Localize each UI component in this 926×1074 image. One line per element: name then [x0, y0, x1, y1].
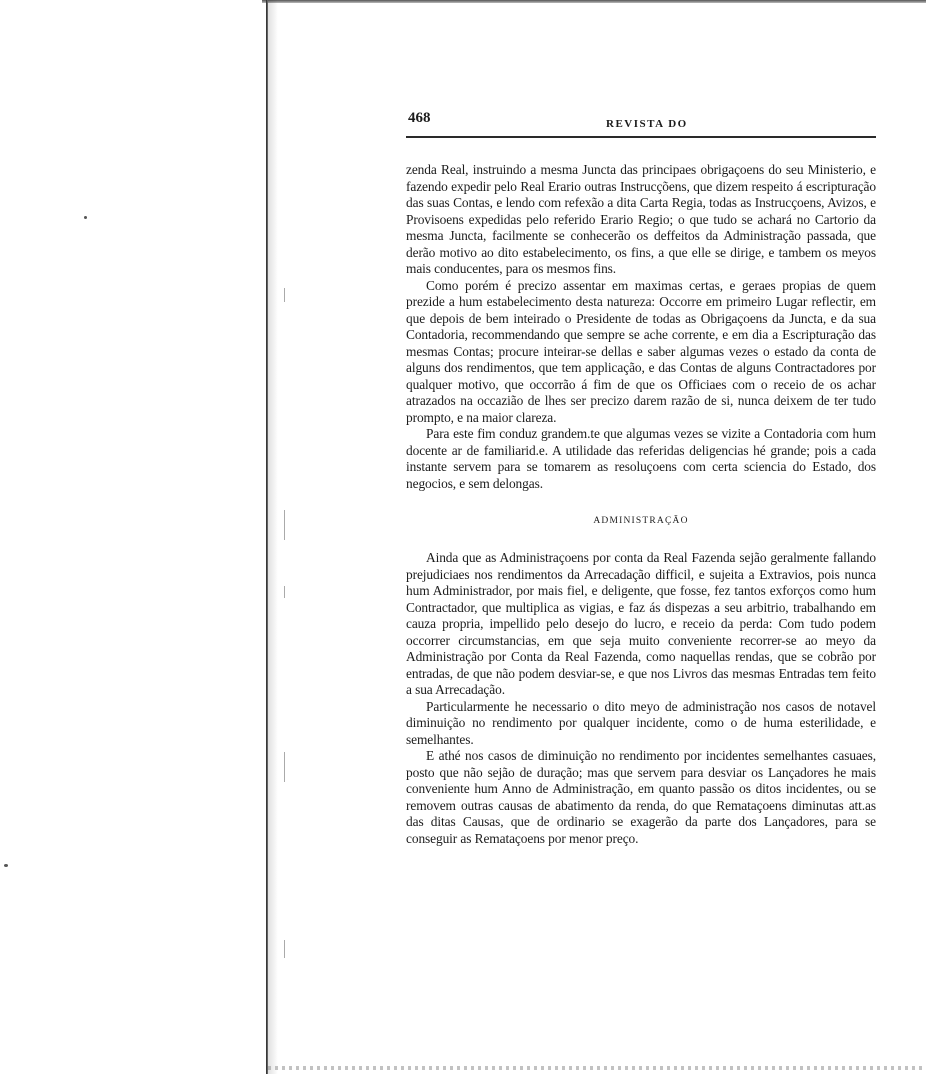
scan-mark — [284, 752, 285, 782]
scan-top-edge — [262, 0, 926, 3]
paragraph: Como porém é precizo assentar em maximas certas, e geraes propias de quem prezide a hum estabelecimento desta natureza: Occorre em primeiro Lugar reflectir, em que depois de bem inteirado o Presidente de todas as Obrigaçoens da Juncta, e da sua Contadoria, recommendando que sempre se ache corrente, e em dia a Escripturação das mesmas Contas; procure inteirar-se dellas e saber algumas vezes o estado da conta de alguns dos rendimentos, que tem applicação, e das Contas de alguns Contractadores por qualquer motivo, que occorrão á fim de que os Officiaes com o receio de os achar atrazados na occazião de lhes ser precizo darem razão de si, nunca deixem de ter tudo prompto, e na maior clareza. — [406, 277, 876, 425]
paragraph: Para este fim conduz grandem.te que algumas vezes se vizite a Contadoria com hum docente ar de familiarid.e. A utilidade das referidas deligencias hé grande; pois a cada instante servem para se tomarem as resoluçoens com certa sciencia do Estado, dos negocios, e sem delongas. — [406, 426, 876, 491]
scan-bottom-edge — [268, 1066, 926, 1070]
paragraph: Ainda que as Administraçoens por conta da Real Fazenda sejão geralmente fallando prejudiciaes nos rendimentos da Arrecadação difficil, e sujeita a Extravios, pois nunca hum Administrador, por mais fiel, e deligente, que fosse, fez tantos exforços como hum Contractador, que multiplica as vigias, e faz ás dispezas a seu arbitrio, trabalhando em cauza propria, impellido pelo desejo do lucro, e receio da perda: Com tudo podem occorrer circumstancias, em que seja muito conveniente recorrer-se ao meyo da Administração por Conta da Real Fazenda, como naquellas rendas, que se cobrão por entradas, de que não podem desviar-se, e que nos Livros das mesmas Entradas tem feito a sua Arrecadação. — [406, 550, 876, 697]
scan-mark — [284, 940, 285, 958]
book-page — [406, 110, 876, 847]
scan-mark — [284, 586, 285, 598]
page-header — [406, 110, 876, 138]
book-gutter-shadow — [268, 0, 278, 1074]
paragraph: Particularmente he necessario o dito meyo de administração nos casos de notavel diminuição no rendimento por qualquer incidente, como o de huma esterilidade, e semelhantes. — [406, 698, 876, 747]
section-heading: ADMINISTRAÇÃO — [593, 516, 689, 526]
page-body — [406, 162, 876, 847]
paragraph: zenda Real, instruindo a mesma Juncta das principaes obrigaçoens do seu Ministerio, e fazendo expedir pelo Real Erario outras Instrucçõens, que dizem respeito á escripturação das suas Contas, e lendo com refexão a dita Carta Regia, todas as Instrucçoens, Avizos, e Provisoens expedidas pelo referido Erario Regio; o que tudo se achará no Cartorio da mesma Juncta, facilmente se conhecerão os deffeitos da Administração passada, que derão motivo ao dito estabelecimento, os fins, a que elle se dirige, e tambem os meyos mais conducentes, para os mesmos fins. — [406, 162, 876, 276]
running-title: REVISTA DO — [606, 118, 688, 130]
page-number: 468 — [408, 110, 431, 126]
scan-mark — [284, 510, 285, 540]
paragraph: E athé nos casos de diminuição no rendimento por incidentes semelhantes casuaes, posto que não sejão de duração; mas que servem para desviar os Lançadores he mais conveniente hum Anno de Administração, em quanto passão os ditos incidentes, ou se removem outras causas de abatimento da renda, do que Remataçoens diminutas att.as das ditas Causas, que de ordinario se exagerão da parte dos Lançadores, para se conseguir as Remataçoens por menor preço. — [406, 748, 876, 846]
scan-speck — [4, 864, 8, 867]
scan-speck — [84, 216, 87, 219]
scan-mark — [284, 288, 285, 302]
